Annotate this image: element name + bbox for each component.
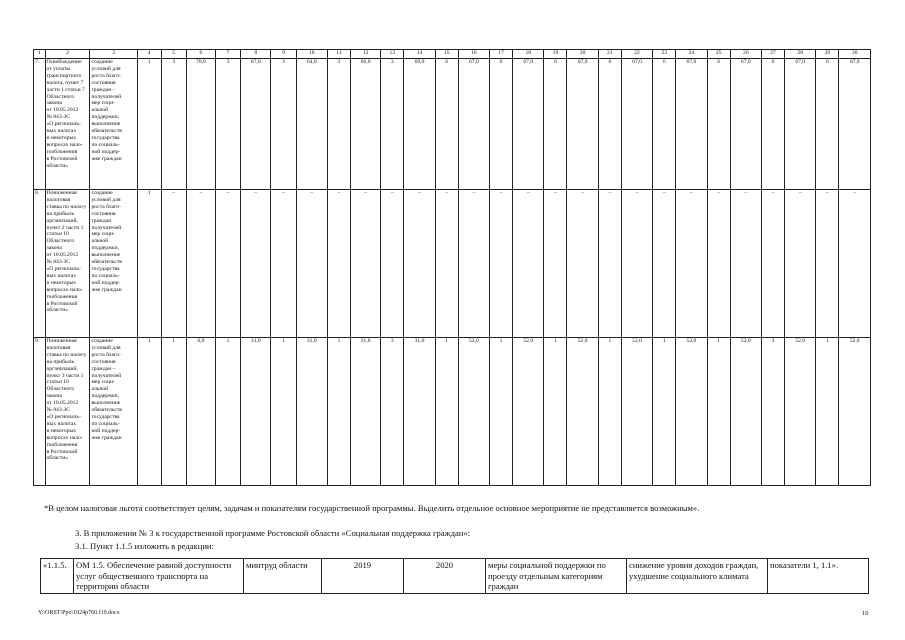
header-cell: 2 [45, 50, 90, 59]
file-path: Y:\ORST\Ppo\1024p760.f19.docx [38, 610, 120, 616]
value-cell: 3 [381, 338, 404, 486]
header-cell: 20 [567, 50, 598, 59]
tax-benefits-table-container [33, 49, 871, 486]
value-cell: 67,0 [785, 59, 816, 190]
item-1-1-5-table-container [40, 558, 868, 594]
value-cell: 70,0 [186, 59, 215, 190]
header-cell: 22 [621, 50, 652, 59]
table-row [34, 190, 871, 338]
value-cell: 1 [137, 338, 161, 486]
measure-name-cell: ОМ 1.5. Обеспечение равной доступности услуг общественного транспорта на территории области [74, 559, 244, 594]
header-cell: 7 [216, 50, 241, 59]
value-cell: 6 [490, 59, 513, 190]
header-cell: 1 [34, 50, 46, 59]
header-cell: 16 [458, 50, 489, 59]
value-cell: 67,0 [241, 59, 271, 190]
value-cell: 3 [161, 59, 186, 190]
header-cell: 18 [513, 50, 544, 59]
value-cell: 67,0 [513, 59, 544, 190]
value-cell: 3 [381, 59, 404, 190]
header-cell: 30 [839, 50, 871, 59]
benefit-goal-cell: создание условий для роста благо- состояния граждан – получателей мер соци- альной поддержки, выполнение обязательств государства по социаль- ной поддер- жке граждан [90, 59, 137, 190]
header-cell: 24 [676, 50, 707, 59]
value-cell: – [241, 190, 271, 338]
value-cell: 1 [816, 338, 839, 486]
end-year-cell: 2020 [404, 559, 486, 594]
value-cell: – [730, 190, 761, 338]
value-cell: – [598, 190, 621, 338]
benefit-goal-cell: создание условий для роста благо- состояния граждан – получателей мер соци- альной поддержки, выполнение обязательств государства по социаль- ной поддер- жке граждан [90, 338, 137, 486]
header-cell: 17 [490, 50, 513, 59]
paragraph-3-1: 3.1. Пункт 1.1.5 изложить в редакции: [75, 541, 214, 551]
value-cell: 6 [816, 59, 839, 190]
header-cell: 21 [598, 50, 621, 59]
header-cell: 28 [785, 50, 816, 59]
value-cell: – [435, 190, 458, 338]
header-cell: 13 [381, 50, 404, 59]
value-cell: 67,0 [676, 59, 707, 190]
page-number: 10 [862, 610, 869, 617]
header-cell: 12 [350, 50, 380, 59]
value-cell: – [544, 190, 567, 338]
value-cell: 6,0 [186, 338, 215, 486]
value-cell: 64,0 [296, 59, 327, 190]
value-cell: – [404, 190, 435, 338]
value-cell: – [621, 190, 652, 338]
value-cell: 52,0 [785, 338, 816, 486]
header-cell: 23 [653, 50, 676, 59]
benefit-name-cell: Пониженная налоговая ставка по налогу на прибыль организаций, пункт 2 части 1 статьи 10 Областного закона от 10.05.2012 № 843-ЗС «О региональ- ных налогах и некоторых вопросах нало- гообложения в Ростовской области» [45, 190, 90, 338]
value-cell: 1 [490, 338, 513, 486]
table-row [34, 59, 871, 190]
value-cell: 1 [327, 338, 350, 486]
value-cell: – [513, 190, 544, 338]
header-cell: 29 [816, 50, 839, 59]
header-cell: 15 [435, 50, 458, 59]
row-number-cell: 8. [34, 190, 46, 338]
value-cell: 67,0 [839, 59, 871, 190]
benefit-name-cell: Пониженная налоговая ставка по налогу на прибыль организаций, пункт 3 части 1 статьи 10 Областного закона от 10.05.2012 № 843-ЗС «О региональ- ных налогах и некоторых вопросах нало- гообложения в Ростовской области» [45, 338, 90, 486]
value-cell: – [567, 190, 598, 338]
value-cell: – [839, 190, 871, 338]
value-cell: 1 [707, 338, 730, 486]
header-cell: 14 [404, 50, 435, 59]
header-cell: 26 [730, 50, 761, 59]
header-cell: 27 [762, 50, 785, 59]
value-cell: 1 [216, 338, 241, 486]
value-cell: 52,0 [458, 338, 489, 486]
header-cell: 6 [186, 50, 215, 59]
value-cell: 6 [435, 59, 458, 190]
value-cell: – [381, 190, 404, 338]
value-cell: 52,0 [839, 338, 871, 486]
value-cell: 3 [762, 338, 785, 486]
value-cell: – [296, 190, 327, 338]
expected-result-cell: меры социальной поддержки по проезду отдельным категориям граждан [486, 559, 627, 594]
value-cell: 1 [137, 59, 161, 190]
value-cell: 67,0 [621, 59, 652, 190]
value-cell: 1 [544, 338, 567, 486]
header-row [34, 50, 871, 59]
value-cell: 6 [762, 59, 785, 190]
header-cell: 4 [137, 50, 161, 59]
value-cell: 31,0 [404, 338, 435, 486]
header-cell: 9 [271, 50, 296, 59]
benefit-name-cell: Освобождение от уплаты транспортного налога, пункт 7 части 1 статьи 7 Областного закона от 10.05.2012 № 843-ЗС «О региональ- ных налогах и некоторых вопросах нало- гообложения в Ростовской области» [45, 59, 90, 190]
value-cell: 6 [544, 59, 567, 190]
value-cell: – [816, 190, 839, 338]
header-cell: 8 [241, 50, 271, 59]
value-cell: 31,0 [350, 338, 380, 486]
consequences-cell: снижение уровня доходов граждан, ухудшение социального климата [627, 559, 768, 594]
value-cell: – [653, 190, 676, 338]
value-cell: 67,0 [458, 59, 489, 190]
value-cell: 67,0 [567, 59, 598, 190]
value-cell: – [350, 190, 380, 338]
value-cell: 6 [707, 59, 730, 190]
table-row [34, 338, 871, 486]
header-cell: 19 [544, 50, 567, 59]
item-1-1-5-table [40, 558, 869, 594]
value-cell: – [216, 190, 241, 338]
header-cell: 3 [90, 50, 137, 59]
executor-cell: минтруд области [244, 559, 322, 594]
value-cell: 1 [161, 338, 186, 486]
value-cell: 3 [271, 59, 296, 190]
value-cell: 31,0 [296, 338, 327, 486]
start-year-cell: 2019 [322, 559, 404, 594]
value-cell: – [327, 190, 350, 338]
item-1-1-5-row [41, 559, 869, 594]
paragraph-3: 3. В приложении № 3 к государственной программе Ростовской области «Социальная поддержка граждан»: [75, 528, 471, 538]
row-number-cell: 9. [34, 338, 46, 486]
row-number-cell: 7. [34, 59, 46, 190]
value-cell: 52,0 [730, 338, 761, 486]
header-cell: 25 [707, 50, 730, 59]
value-cell: – [762, 190, 785, 338]
header-cell: 10 [296, 50, 327, 59]
value-cell: 1 [653, 338, 676, 486]
header-cell: 11 [327, 50, 350, 59]
value-cell: 52,0 [567, 338, 598, 486]
value-cell: – [186, 190, 215, 338]
value-cell: 1 [271, 338, 296, 486]
tax-benefits-table [33, 49, 871, 486]
value-cell: – [707, 190, 730, 338]
value-cell: 52,0 [621, 338, 652, 486]
footnote: *В целом налоговая льгота соответствует целям, задачам и показателям государственной программы. Выделить отдельное основное мероприятие не представляется возможным». [44, 503, 700, 513]
value-cell: 3 [327, 59, 350, 190]
item-number-cell: «1.1.5. [41, 559, 74, 594]
value-cell: 6 [653, 59, 676, 190]
value-cell: – [161, 190, 186, 338]
value-cell: 67,0 [730, 59, 761, 190]
benefit-goal-cell: создание условий для роста благо- состояния граждан получателей мер соци- альной поддержки, выполнение обязательств государства по социаль- ной поддер- жке граждан [90, 190, 137, 338]
value-cell: 1 [137, 190, 161, 338]
value-cell: 31,0 [241, 338, 271, 486]
value-cell: 66,0 [350, 59, 380, 190]
value-cell: 69,0 [404, 59, 435, 190]
value-cell: 1 [435, 338, 458, 486]
value-cell: 6 [598, 59, 621, 190]
value-cell: 1 [598, 338, 621, 486]
value-cell: 3 [216, 59, 241, 190]
value-cell: – [271, 190, 296, 338]
value-cell: 52,0 [676, 338, 707, 486]
value-cell: – [785, 190, 816, 338]
value-cell: – [458, 190, 489, 338]
header-cell: 5 [161, 50, 186, 59]
indicators-cell: показатели 1, 1.1». [768, 559, 869, 594]
value-cell: 52,0 [513, 338, 544, 486]
value-cell: – [676, 190, 707, 338]
value-cell: – [490, 190, 513, 338]
